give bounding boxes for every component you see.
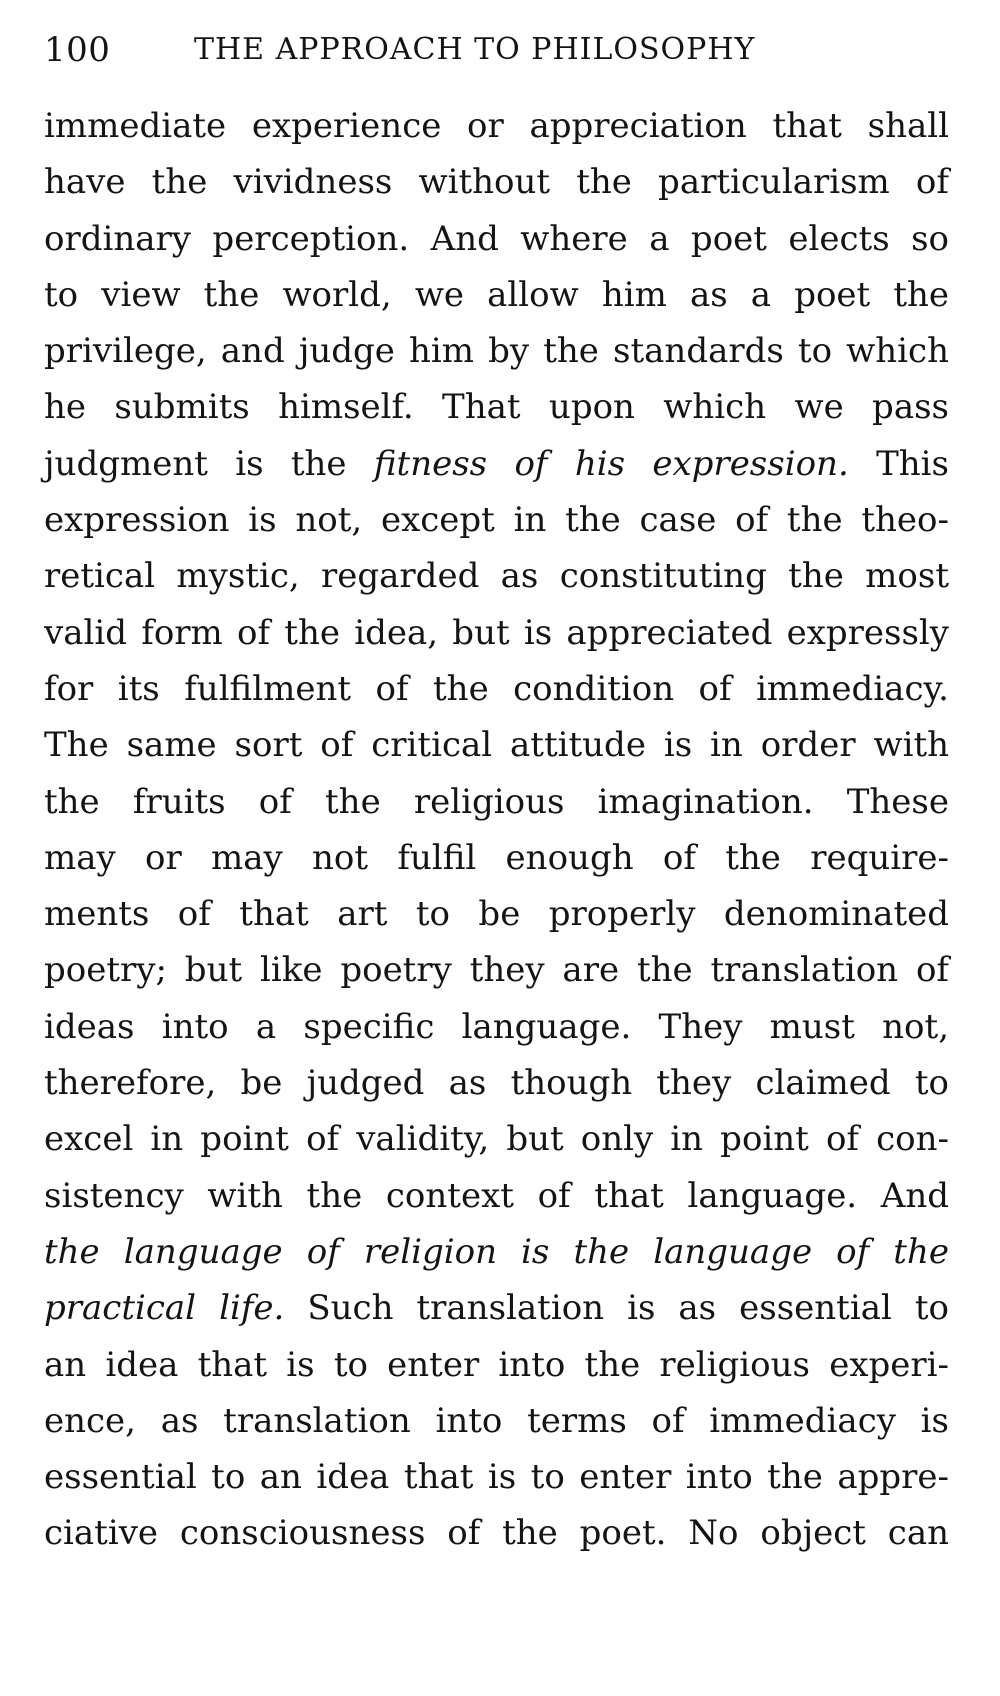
text-line — [44, 267, 949, 323]
book-title: THE APPROACH TO PHILOSOPHY — [194, 32, 756, 67]
text-segment: immediate experience or appreciation that shall — [44, 106, 949, 146]
text-segment: excel in point of validity, but only in point of con- — [44, 1119, 949, 1160]
text-line — [44, 548, 949, 604]
text-segment: sistency with the context of that language. And — [44, 1175, 949, 1216]
text-line — [44, 1111, 949, 1167]
text-segment: privilege, and judge him by the standards to which — [44, 331, 949, 372]
text-segment: the fruits of the religious imagination. These — [44, 781, 949, 822]
text-segment: to view the world, we allow him as a poet the — [44, 274, 949, 315]
text-line — [44, 1449, 949, 1505]
italic-text: the language of religion is the language of the — [44, 1231, 949, 1272]
text-segment: judgment is the — [44, 443, 374, 484]
text-line — [44, 1280, 949, 1336]
text-line — [44, 1505, 949, 1561]
text-line — [44, 211, 949, 267]
text-line — [44, 323, 949, 379]
text-segment: ciative consciousness of the poet. No object can — [44, 1513, 949, 1554]
text-line — [44, 492, 949, 548]
text-line — [44, 605, 949, 661]
text-line — [44, 436, 949, 492]
text-line — [44, 830, 949, 886]
italic-text: fitness of his expression. — [373, 443, 849, 484]
running-head — [44, 26, 944, 76]
text-line — [44, 942, 949, 998]
text-line — [44, 1168, 949, 1224]
text-segment: Such translation is as essential to — [284, 1288, 949, 1329]
text-line — [44, 1393, 949, 1449]
text-segment: for its fulfilment of the condition of immediacy. — [44, 668, 949, 709]
text-segment: expression is not, except in the case of the theo- — [44, 500, 949, 541]
text-segment: he submits himself. That upon which we pass — [44, 387, 949, 428]
text-line — [44, 661, 949, 717]
text-line — [44, 154, 949, 210]
text-segment: ordinary perception. And where a poet elects so — [44, 218, 949, 259]
text-segment: poetry; but like poetry they are the translation of — [44, 950, 949, 991]
text-line — [44, 999, 949, 1055]
text-line — [44, 1337, 949, 1393]
text-segment: essential to an idea that is to enter into the appre- — [44, 1457, 949, 1498]
text-segment: The same sort of critical attitude is in order with — [44, 725, 949, 766]
text-segment: have the vividness without the particularism of — [44, 162, 949, 203]
text-segment: therefore, be judged as though they claimed to — [44, 1063, 949, 1104]
text-line — [44, 717, 949, 773]
text-line — [44, 1224, 949, 1280]
text-segment: ideas into a specific language. They must not, — [44, 1006, 949, 1047]
text-segment: may or may not fulfil enough of the require- — [44, 837, 949, 878]
text-line — [44, 98, 949, 154]
text-segment: an idea that is to enter into the religious experi- — [44, 1344, 949, 1385]
text-segment: ence, as translation into terms of immediacy is — [44, 1400, 949, 1441]
text-line — [44, 774, 949, 830]
italic-text: practical life. — [44, 1288, 285, 1329]
text-line — [44, 1055, 949, 1111]
text-segment: ments of that art to be properly denominated — [44, 894, 949, 935]
text-line — [44, 886, 949, 942]
text-segment: retical mystic, regarded as constituting the most — [44, 556, 949, 597]
page-number: 100 — [44, 30, 111, 70]
text-segment: valid form of the idea, but is appreciated expressly — [44, 612, 949, 653]
text-segment: This — [848, 443, 949, 484]
text-line — [44, 379, 949, 435]
body-text — [44, 98, 949, 1562]
